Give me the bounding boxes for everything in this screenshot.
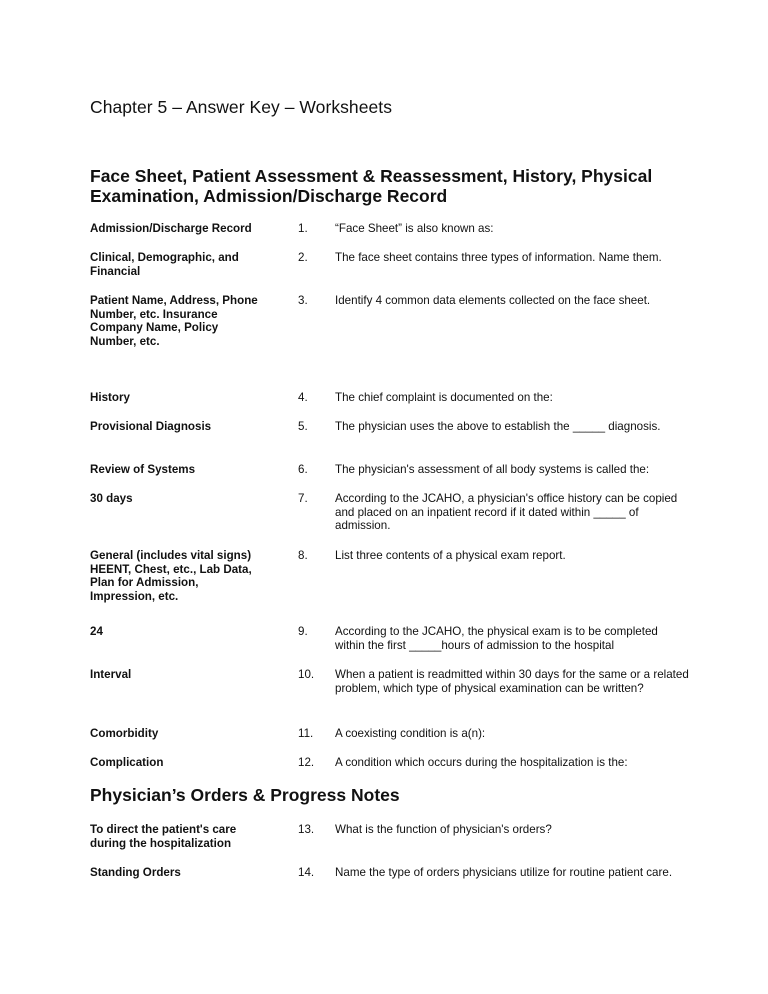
question-number: 2. — [298, 251, 308, 264]
question-text: A condition which occurs during the hospitalization is the: — [335, 756, 628, 769]
section-heading: Face Sheet, Patient Assessment & Reassessment, History, Physical Examination, Admission/Discharge Record — [90, 166, 653, 206]
question-number: 4. — [298, 391, 308, 404]
answer-text: 30 days — [90, 492, 133, 505]
answer-text: To direct the patient's care during the hospitalization — [90, 823, 237, 850]
question-number: 6. — [298, 463, 308, 476]
question-text: “Face Sheet” is also known as: — [335, 222, 494, 235]
answer-text: Review of Systems — [90, 463, 196, 476]
question-number: 12. — [298, 756, 315, 769]
question-number: 13. — [298, 823, 315, 836]
question-text: When a patient is readmitted within 30 days for the same or a related problem, which type of physical examination can be written? — [335, 668, 689, 695]
answer-text: General (includes vital signs) HEENT, Chest, etc., Lab Data, Plan for Admission, Impression, etc. — [90, 549, 252, 603]
question-text: What is the function of physician's orders? — [335, 823, 552, 836]
answer-text: Clinical, Demographic, and Financial — [90, 251, 239, 278]
answer-text: Provisional Diagnosis — [90, 420, 212, 433]
question-number: 1. — [298, 222, 308, 235]
question-number: 9. — [298, 625, 308, 638]
answer-text: History — [90, 391, 130, 404]
question-text: According to the JCAHO, the physical exam is to be completed within the first _____hours of admission to the hospital — [335, 625, 658, 652]
answer-text: Comorbidity — [90, 727, 159, 740]
question-number: 8. — [298, 549, 308, 562]
question-number: 14. — [298, 866, 315, 879]
document-title: Chapter 5 – Answer Key – Worksheets — [90, 97, 392, 117]
answer-text: 24 — [90, 625, 103, 638]
question-text: The physician uses the above to establish the _____ diagnosis. — [335, 420, 661, 433]
question-number: 11. — [298, 727, 314, 740]
answer-text: Standing Orders — [90, 866, 181, 879]
question-number: 10. — [298, 668, 315, 681]
question-number: 5. — [298, 420, 308, 433]
question-text: The physician's assessment of all body systems is called the: — [335, 463, 650, 476]
answer-text: Complication — [90, 756, 164, 769]
answer-text: Admission/Discharge Record — [90, 222, 252, 235]
question-number: 3. — [298, 294, 308, 307]
question-text: A coexisting condition is a(n): — [335, 727, 486, 740]
question-text: The face sheet contains three types of information. Name them. — [335, 251, 662, 264]
section-heading: Physician’s Orders & Progress Notes — [90, 785, 400, 805]
question-number: 7. — [298, 492, 308, 505]
question-text: The chief complaint is documented on the: — [335, 391, 553, 404]
question-text: Name the type of orders physicians utilize for routine patient care. — [335, 866, 673, 879]
answer-text: Patient Name, Address, Phone Number, etc. Insurance Company Name, Policy Number, etc. — [90, 294, 258, 348]
question-text: List three contents of a physical exam report. — [335, 549, 566, 562]
question-text: According to the JCAHO, a physician's office history can be copied and placed on an inpatient record if it dated within _____ of admission. — [335, 492, 678, 532]
answer-text: Interval — [90, 668, 132, 681]
question-text: Identify 4 common data elements collected on the face sheet. — [335, 294, 651, 307]
